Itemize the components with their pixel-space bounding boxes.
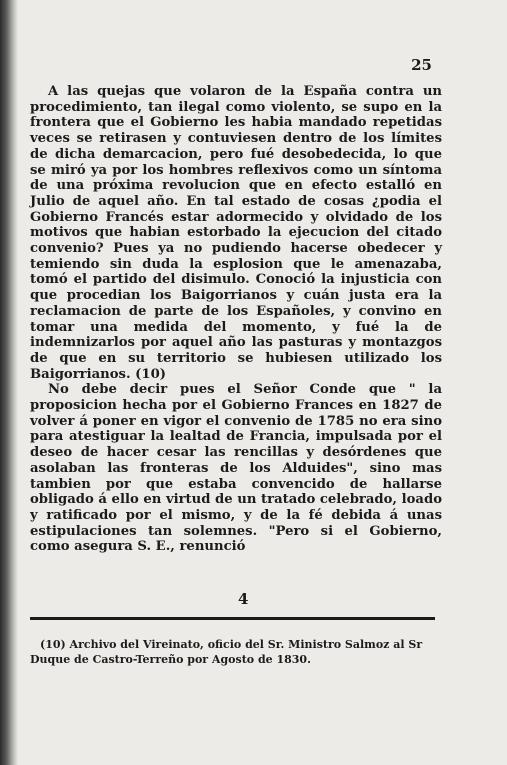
paragraph-1: A las quejas que volaron de la España contra un procedimiento, tan ilegal como violento, se supo en la frontera que el Gobierno les habia mandado repetidas veces se retirasen y contuviesen dentro de los límites de dicha demarcacion, pero fué desobedecida, lo que se miró ya por los hombres reflexivos como un síntoma de una próxima revolucion que en efecto estalló en Julio de aquel año. En tal estado de cosas ¿podia el Gobierno Francés estar adormecido y olvidado de los motivos que habian estorbado la ejecucion del citado convenio? Pues ya no pudiendo hacerse obedecer y temiendo sin duda la esplosion que le amenazaba, tomó el partido del disimulo. Conoció la injusticia con que procedian los Baigorrianos y cuán justa era la reclamacion de parte de los Españoles, y convino en tomar una medida del momento, y fué la de indemnizarlos por aquel año las pasturas y montazgos de que en su territorio se hubiesen utilizado los Baigorrianos. (10) bbox=[30, 84, 442, 382]
main-text bbox=[30, 84, 442, 555]
page-gutter-shadow bbox=[0, 0, 18, 765]
page-number: 25 bbox=[411, 56, 432, 74]
footnote bbox=[30, 637, 442, 667]
footnote-line-2: Duque de Castro-Terreño por Agosto de 1830. bbox=[30, 653, 311, 666]
signature-mark: 4 bbox=[238, 590, 249, 608]
footnote-rule bbox=[30, 617, 435, 620]
paragraph-2: No debe decir pues el Señor Conde que " la proposicion hecha por el Gobierno Frances en 1827 de volver á poner en vigor el convenio de 1785 no era sino para atestiguar la lealtad de Francia, impulsada por el deseo de hacer cesar las rencillas y desórdenes que asolaban las fronteras de los Alduides", sino mas tambien por que estaba convencido de hallarse obligado á ello en virtud de un tratado celebrado, loado y ratificado por el mismo, y de la fé debida á unas estipulaciones tan solemnes. "Pero si el Gobierno, como asegura S. E., renunció bbox=[30, 382, 442, 555]
footnote-line-1: (10) Archivo del Vireinato, oficio del Sr. Ministro Salmoz al Sr bbox=[40, 638, 423, 651]
